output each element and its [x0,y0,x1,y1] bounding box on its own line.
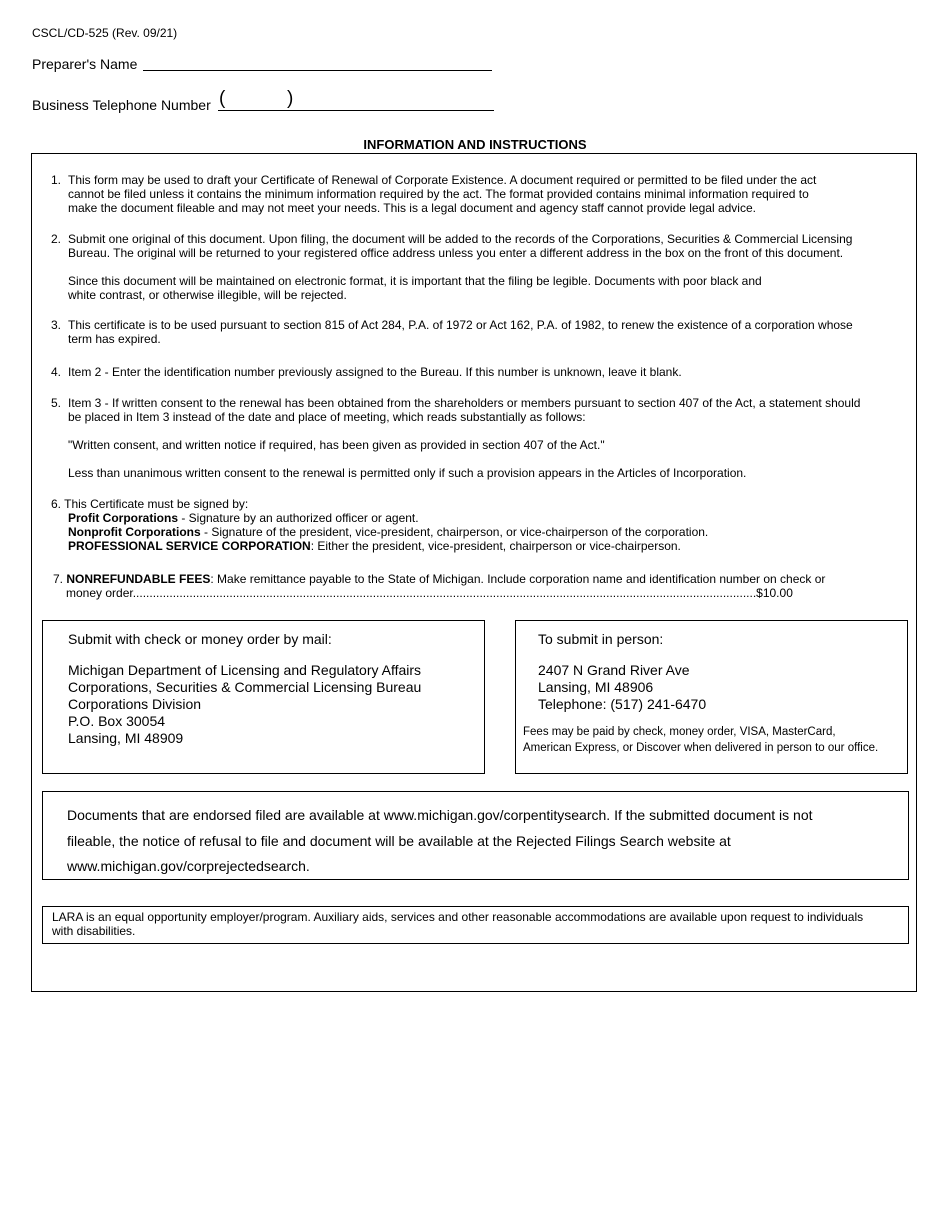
mail-address-line: Michigan Department of Licensing and Regulatory Affairs [68,662,422,678]
endorsed-line: Documents that are endorsed filed are available at www.michigan.gov/corpentitysearch. If the submitted document is not [67,807,813,823]
payment-methods-note [523,724,878,756]
area-code-close-paren: ) [287,88,294,109]
mail-box-title: Submit with check or money order by mail: [68,631,332,647]
item-line: Since this document will be maintained on electronic format, it is important that the filing be legible. Documents with poor black and [68,274,762,288]
lara-line: with disabilities. [52,924,136,938]
form-id: CSCL/CD-525 (Rev. 09/21) [32,26,178,40]
office-address-line: 2407 N Grand River Ave [538,662,690,678]
item-line: Bureau. The original will be returned to your registered office address unless you enter a different address in the box on the front of this document. [68,246,844,260]
instructions-heading: INFORMATION AND INSTRUCTIONS [363,137,587,152]
item-line: white contrast, or otherwise illegible, will be rejected. [68,288,347,302]
item-number: 1. [51,173,62,187]
instruction-item-7 [53,572,846,600]
consent-note: Less than unanimous written consent to the renewal is permitted only if such a provision appears in the Articles of Incorporation. [68,466,747,480]
mail-address-line: Corporations, Securities & Commercial Licensing Bureau [68,679,422,695]
item-number: 2. [51,232,62,246]
professional-corp-label: PROFESSIONAL SERVICE CORPORATION [68,539,311,553]
mail-address-line: Lansing, MI 48909 [68,730,184,746]
mail-address-line: P.O. Box 30054 [68,713,166,729]
nonprofit-corp-text: - Signature of the president, vice-president, chairperson, or vice-chairperson of the corporation. [200,525,709,539]
consent-quote: "Written consent, and written notice if required, has been given as provided in section 407 of the Act." [68,438,605,452]
item-line: term has expired. [68,332,161,346]
preparer-name-field[interactable] [143,70,492,71]
item-number: 4. [51,365,62,379]
area-code-open-paren: ( [219,88,226,109]
fee-amount-line: money order...........................................................................................................................................................................................$10.00 [66,586,793,600]
business-phone-label: Business Telephone Number [32,97,211,113]
item-line: Item 2 - Enter the identification number previously assigned to the Bureau. If this number is unknown, leave it blank. [68,365,682,379]
professional-corp-text: : Either the president, vice-president, chairperson or vice-chairperson. [310,539,681,553]
fees-text: : Make remittance payable to the State of Michigan. Include corporation name and identification number on check or [210,572,826,586]
office-phone: Telephone: (517) 241-6470 [538,696,707,712]
payment-note-line: Fees may be paid by check, money order, VISA, MasterCard, [523,726,836,738]
instruction-item-6 [51,497,708,553]
endorsed-filings-content [67,803,813,880]
profit-corp-label: Profit Corporations [68,511,178,525]
office-address-line: Lansing, MI 48906 [538,679,654,695]
equal-opportunity-content [52,910,863,938]
mail-address-line: Corporations Division [68,696,202,712]
endorsed-line: fileable, the notice of refusal to file and document will be available at the Rejected Filings Search website at [67,832,731,849]
endorsed-line: www.michigan.gov/corprejectedsearch. [67,858,310,874]
item-line: make the document fileable and may not meet your needs. This is a legal document and agency staff cannot provide legal advice. [68,201,756,215]
item-line: cannot be filed unless it contains the minimum information required by the act. The format provided contains minimal information required to [68,187,809,201]
item-line: This certificate is to be used pursuant to section 815 of Act 284, P.A. of 1972 or Act 162, P.A. of 1982, to renew the existence of a corporation whose [68,318,853,332]
preparer-name-label: Preparer's Name [32,56,138,72]
item-line: This form may be used to draft your Certificate of Renewal of Corporate Existence. A document required or permitted to be filed under the act [68,173,817,187]
signer-intro: 6. This Certificate must be signed by: [51,497,249,511]
in-person-content [538,631,706,713]
mail-submission-content [68,631,421,747]
item-number: 3. [51,318,62,332]
profit-corp-text: - Signature by an authorized officer or agent. [178,511,419,525]
item-number: 5. [51,396,62,410]
item-number: 7. [53,572,64,586]
nonprofit-corp-label: Nonprofit Corporations [68,525,201,539]
payment-note-line: American Express, or Discover when delivered in person to our office. [523,742,879,754]
lara-line: LARA is an equal opportunity employer/program. Auxiliary aids, services and other reasonable accommodations are available upon request to individuals [52,910,864,924]
business-phone-field[interactable] [218,110,494,111]
in-person-box-title: To submit in person: [538,631,664,647]
item-line: Item 3 - If written consent to the renewal has been obtained from the shareholders or members pursuant to section 407 of the Act, a statement should [68,396,861,410]
nonrefundable-fees-label: NONREFUNDABLE FEES [66,572,211,586]
item-line: Submit one original of this document. Upon filing, the document will be added to the records of the Corporations, Securities & Commercial Licensing [68,232,853,246]
item-line: be placed in Item 3 instead of the date and place of meeting, which reads substantially as follows: [68,410,586,424]
